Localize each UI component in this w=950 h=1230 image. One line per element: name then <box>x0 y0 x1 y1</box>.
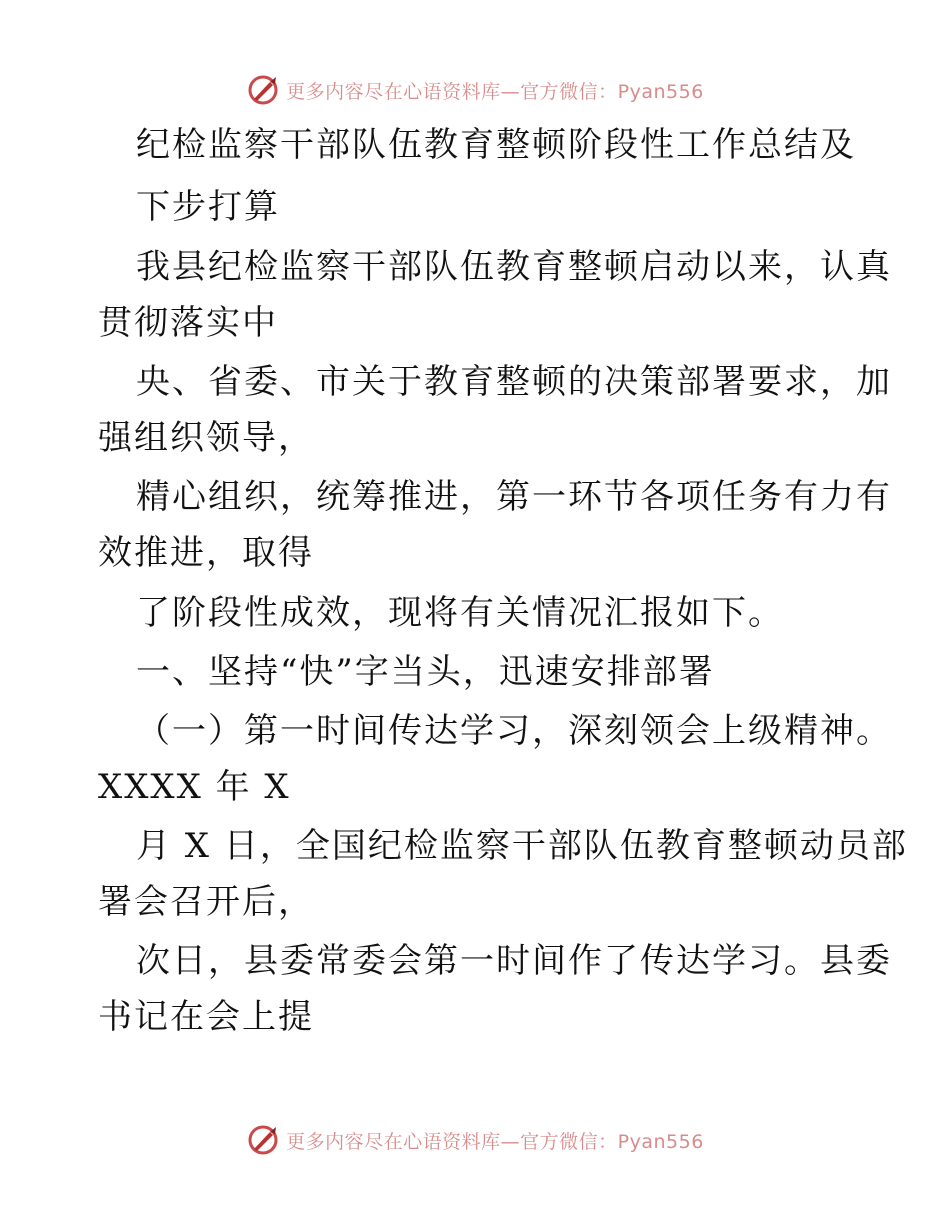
quill-logo-icon <box>246 1123 280 1157</box>
paragraph-line: 央、省委、市关于教育整顿的决策部署要求，加 <box>136 362 892 402</box>
paragraph-line: 了阶段性成效，现将有关情况汇报如下。 <box>136 593 784 633</box>
paragraph-line: 贯彻落实中 <box>98 303 278 343</box>
paragraph-line: 月 X 日，全国纪检监察干部队伍教育整顿动员部 <box>136 826 908 866</box>
quill-logo-icon <box>246 73 280 107</box>
header-watermark <box>0 70 950 110</box>
paragraph-line: 次日，县委常委会第一时间作了传达学习。县委 <box>136 941 892 981</box>
paragraph-line: 书记在会上提 <box>98 997 314 1037</box>
paragraph-line: 效推进，取得 <box>98 533 314 573</box>
paragraph-line: 我县纪检监察干部队伍教育整顿启动以来，认真 <box>136 247 892 287</box>
watermark-text: 更多内容尽在心语资料库—官方微信：Pyan556 <box>286 1130 704 1153</box>
footer-watermark <box>0 1120 950 1160</box>
section-heading: 一、坚持“快”字当头，迅速安排部署 <box>136 652 715 692</box>
document-title-line-2: 下步打算 <box>136 187 280 227</box>
paragraph-line: 精心组织，统筹推进，第一环节各项任务有力有 <box>136 477 892 517</box>
paragraph-line: 强组织领导， <box>98 418 314 458</box>
subsection-heading: （一）第一时间传达学习，深刻领会上级精神。 <box>136 711 892 751</box>
document-title-line-1: 纪检监察干部队伍教育整顿阶段性工作总结及 <box>136 125 856 165</box>
paragraph-line: 署会召开后， <box>98 882 314 922</box>
watermark-text: 更多内容尽在心语资料库—官方微信：Pyan556 <box>286 80 704 103</box>
paragraph-line: XXXX 年 X <box>98 767 291 807</box>
